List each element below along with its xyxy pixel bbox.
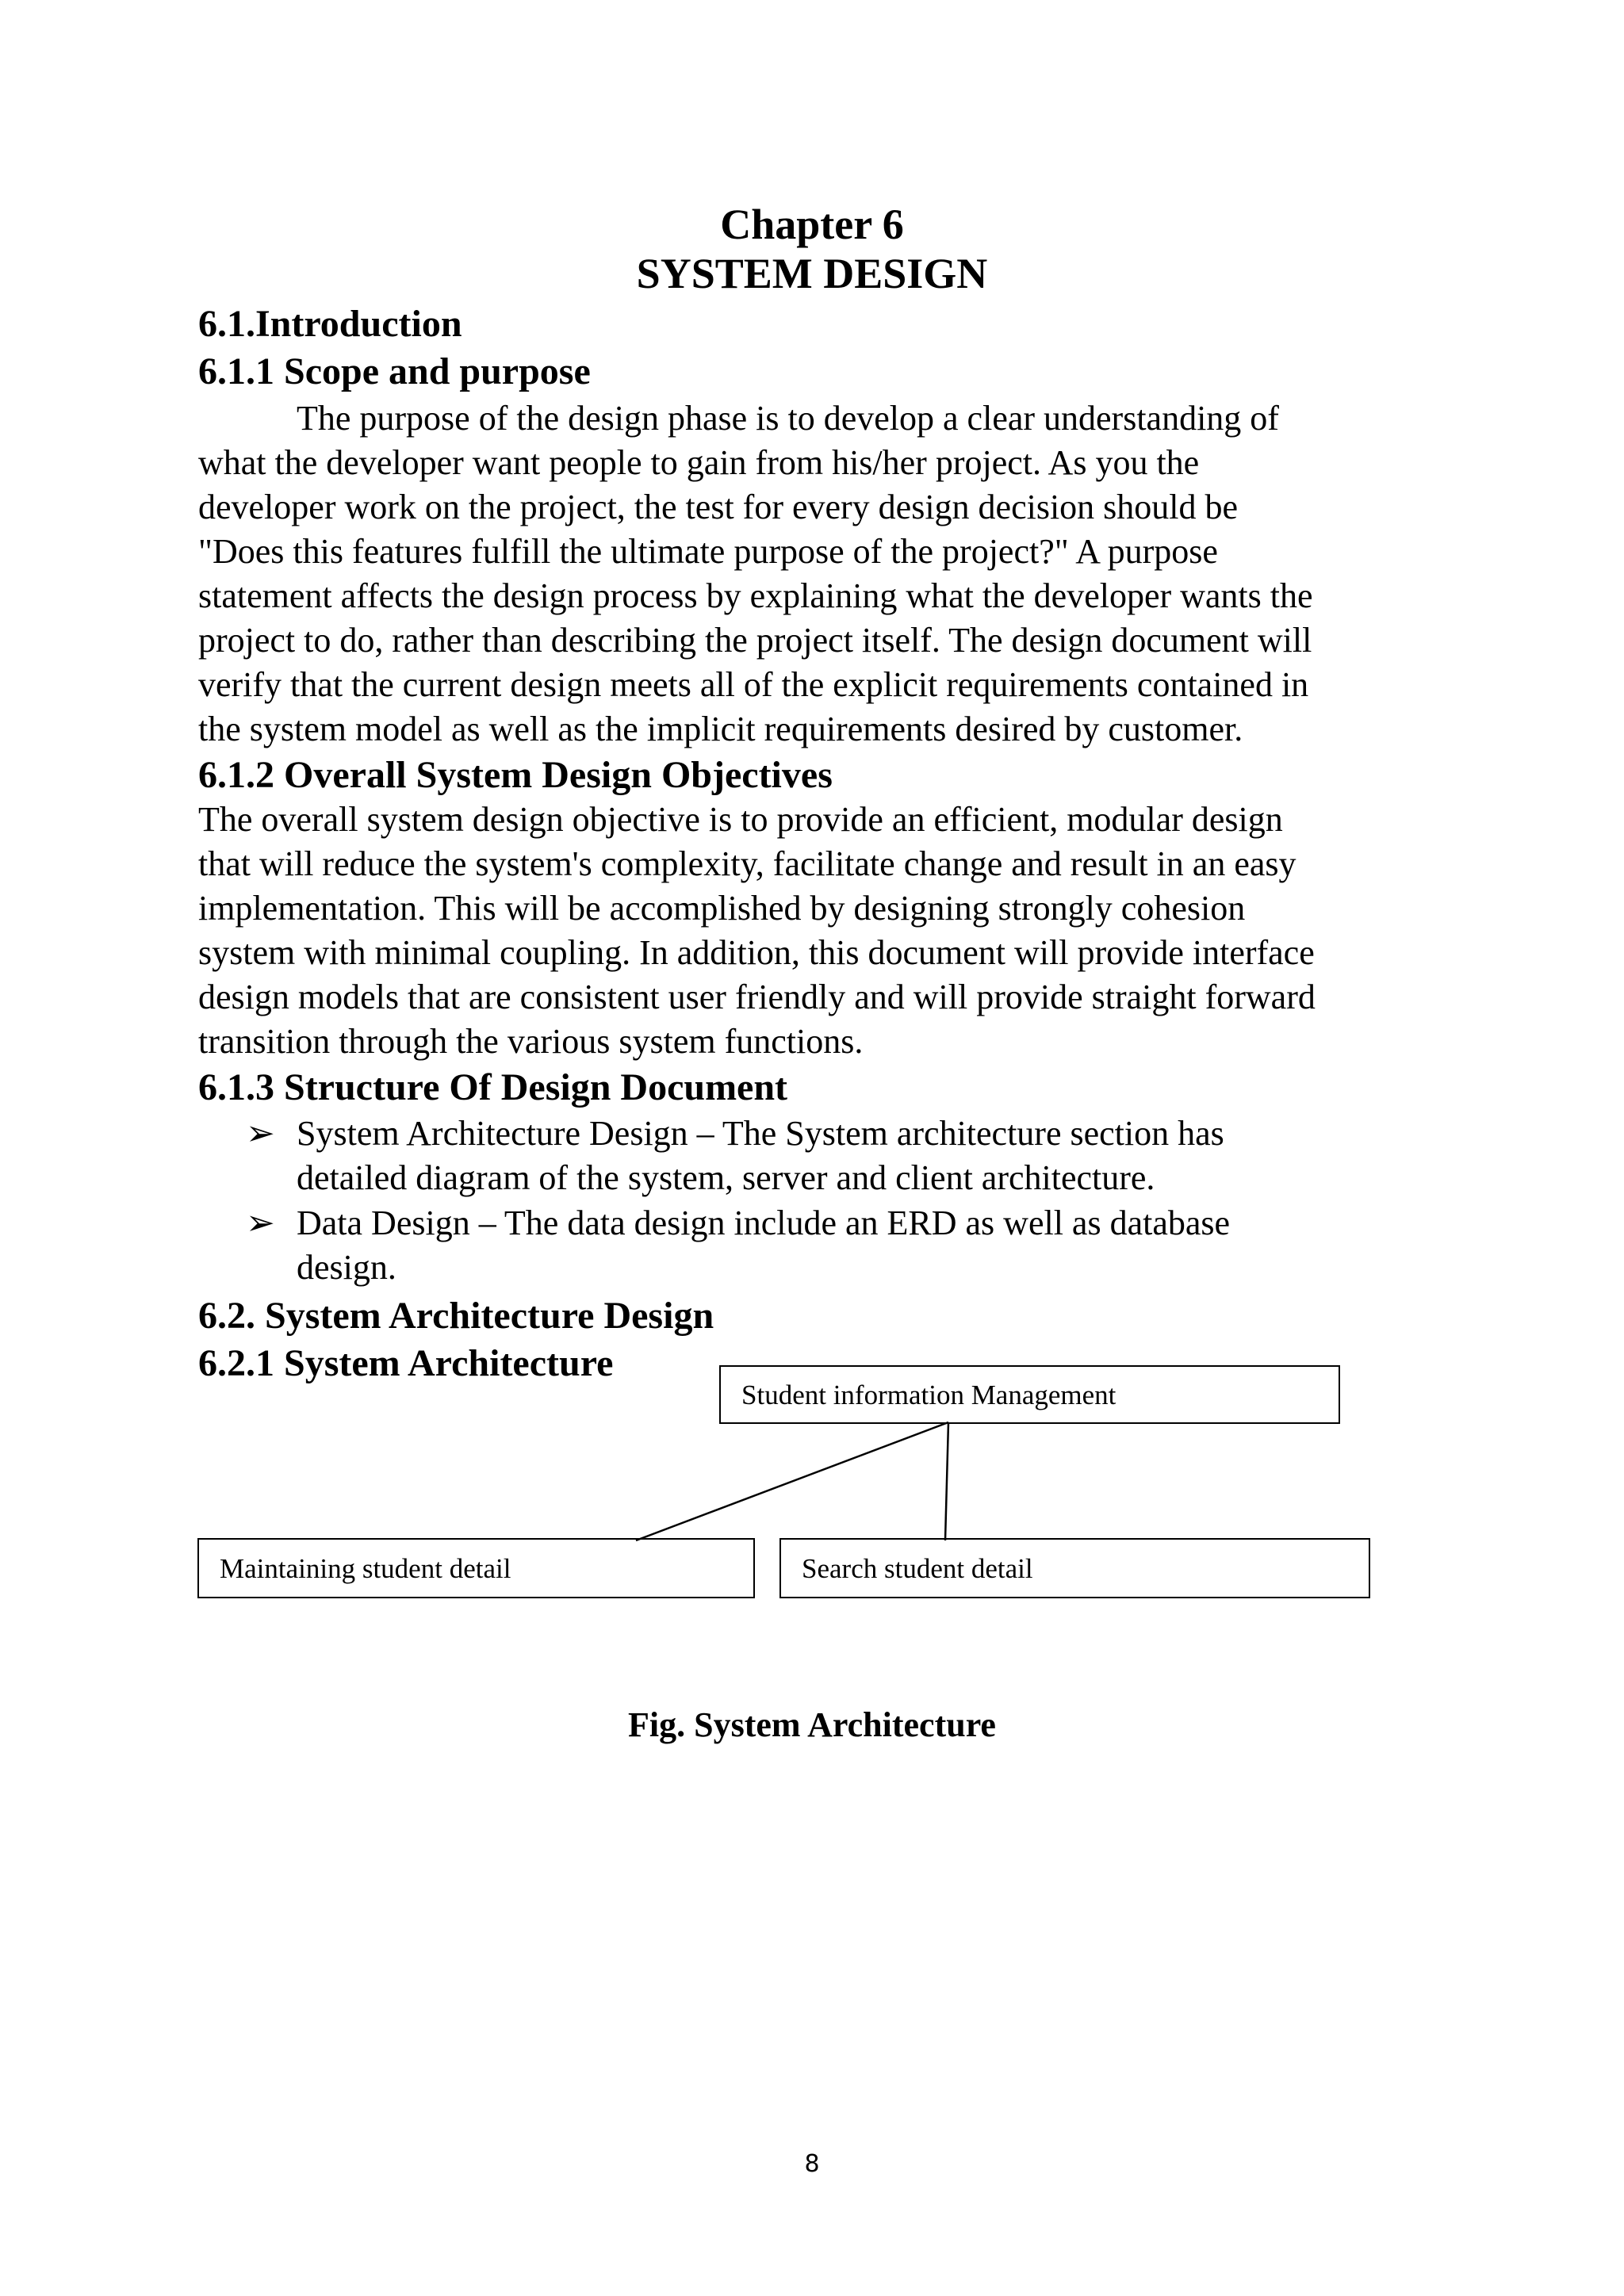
diagram-child-box-search: [779, 1538, 1370, 1598]
section-arch-heading: 6.2.1 System Architecture: [198, 1342, 614, 1384]
chapter-title: SYSTEM DESIGN: [636, 250, 988, 297]
bullet-arrow-icon: ➢: [246, 1114, 275, 1153]
scope-line: the system model as well as the implicit requirements desired by customer.: [198, 710, 1243, 748]
scope-line: project to do, rather than describing the project itself. The design document will: [198, 621, 1312, 660]
section-introduction-heading: 6.1.Introduction: [198, 303, 462, 345]
chapter-number: Chapter 6: [720, 201, 904, 248]
objectives-line: system with minimal coupling. In addition, this document will provide interface: [198, 933, 1315, 972]
scope-line: verify that the current design meets all of the explicit requirements contained in: [198, 665, 1309, 704]
objectives-line: design models that are consistent user friendly and will provide straight forward: [198, 978, 1316, 1016]
bullet-line: detailed diagram of the system, server and client architecture.: [297, 1158, 1155, 1197]
diagram-root-box: [719, 1365, 1340, 1424]
section-structure-heading: 6.1.3 Structure Of Design Document: [198, 1066, 788, 1108]
objectives-line: implementation. This will be accomplished by designing strongly cohesion: [198, 889, 1246, 928]
scope-line: statement affects the design process by explaining what the developer wants the: [198, 576, 1313, 615]
bullet-line: design.: [297, 1248, 396, 1287]
diagram-child-label: Maintaining student detail: [220, 1552, 511, 1584]
scope-line: what the developer want people to gain from his/her project. As you the: [198, 443, 1200, 482]
objectives-line: The overall system design objective is to provide an efficient, modular design: [198, 800, 1283, 839]
objectives-line: that will reduce the system's complexity, facilitate change and result in an easy: [198, 844, 1297, 883]
diagram-child-label: Search student detail: [802, 1552, 1033, 1584]
bullet-line: Data Design – The data design include an ERD as well as database: [297, 1203, 1231, 1242]
scope-line: developer work on the project, the test for every design decision should be: [198, 488, 1239, 526]
connector-root-to-search: [945, 1422, 948, 1540]
diagram-child-box-maintaining: [197, 1538, 755, 1598]
section-arch-design-heading: 6.2. System Architecture Design: [198, 1295, 714, 1337]
figure-caption: Fig. System Architecture: [628, 1705, 996, 1744]
objectives-line: transition through the various system functions.: [198, 1022, 864, 1061]
connector-root-to-maintaining: [636, 1422, 948, 1540]
section-objectives-heading: 6.1.2 Overall System Design Objectives: [198, 754, 833, 796]
scope-line: "Does this features fulfill the ultimate purpose of the project?" A purpose: [198, 532, 1218, 571]
scope-line: The purpose of the design phase is to develop a clear understanding of: [297, 399, 1279, 438]
section-scope-heading: 6.1.1 Scope and purpose: [198, 350, 591, 392]
bullet-line: System Architecture Design – The System architecture section has: [297, 1114, 1224, 1153]
diagram-root-label: Student information Management: [741, 1379, 1116, 1410]
page-number: 8: [804, 2150, 820, 2178]
bullet-arrow-icon: ➢: [246, 1203, 275, 1242]
